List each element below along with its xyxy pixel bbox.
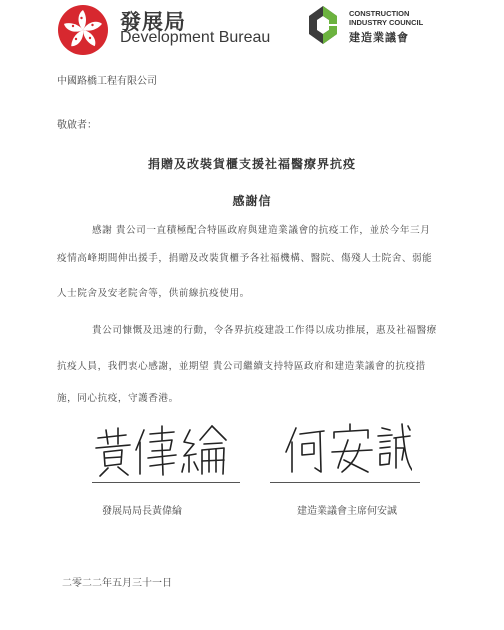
- signature-line-2: [270, 482, 420, 483]
- paragraph2-line2: 抗疫人員，我們衷心感謝，並期望 貴公司繼續支持特區政府和建造業議會的抗疫措: [57, 361, 426, 372]
- council-name-en: [349, 9, 469, 27]
- recipient: 中國路橋工程有限公司: [57, 76, 157, 87]
- signatory-2: 建造業議會主席何安誠: [297, 506, 397, 517]
- salutation: 敬啟者：: [57, 120, 97, 131]
- letter-subtitle: 感謝信: [232, 194, 272, 208]
- council-name-zh: 建造業議會: [349, 31, 409, 44]
- paragraph1-line1: 感謝 貴公司一直積極配合特區政府與建造業議會的抗疫工作，並於今年三月: [92, 225, 431, 236]
- development-bureau-logo-icon: [57, 4, 109, 56]
- signature-line-1: [92, 482, 240, 483]
- council-name-en-line2: INDUSTRY COUNCIL: [349, 18, 424, 27]
- cic-logo-icon: [305, 2, 341, 48]
- paragraph2-line1: 貴公司慷慨及迅速的行動，令各界抗疫建設工作得以成功推展，惠及社福醫療: [92, 325, 437, 336]
- signature-2: [282, 418, 412, 478]
- signature-1: [92, 420, 232, 480]
- paragraph1-line2: 疫情高峰期間伸出援手，捐贈及改裝貨櫃予各社福機構、醫院、傷殘人士院舍、弱能: [57, 253, 433, 264]
- council-name-en-line1: CONSTRUCTION: [349, 9, 410, 18]
- bureau-name-zh: 發展局: [120, 10, 186, 34]
- signatory-1: 發展局局長黃偉綸: [102, 506, 182, 517]
- letter-date: 二零二二年五月三十一日: [62, 578, 172, 589]
- paragraph1-line3: 人士院舍及安老院舍等，供前線抗疫使用。: [57, 288, 250, 299]
- paragraph2-line3: 施，同心抗疫，守護香港。: [57, 393, 179, 404]
- letter-title: 捐贈及改裝貨櫃支援社福醫療界抗疫: [147, 157, 356, 171]
- bureau-name-en: Development Bureau: [120, 29, 271, 46]
